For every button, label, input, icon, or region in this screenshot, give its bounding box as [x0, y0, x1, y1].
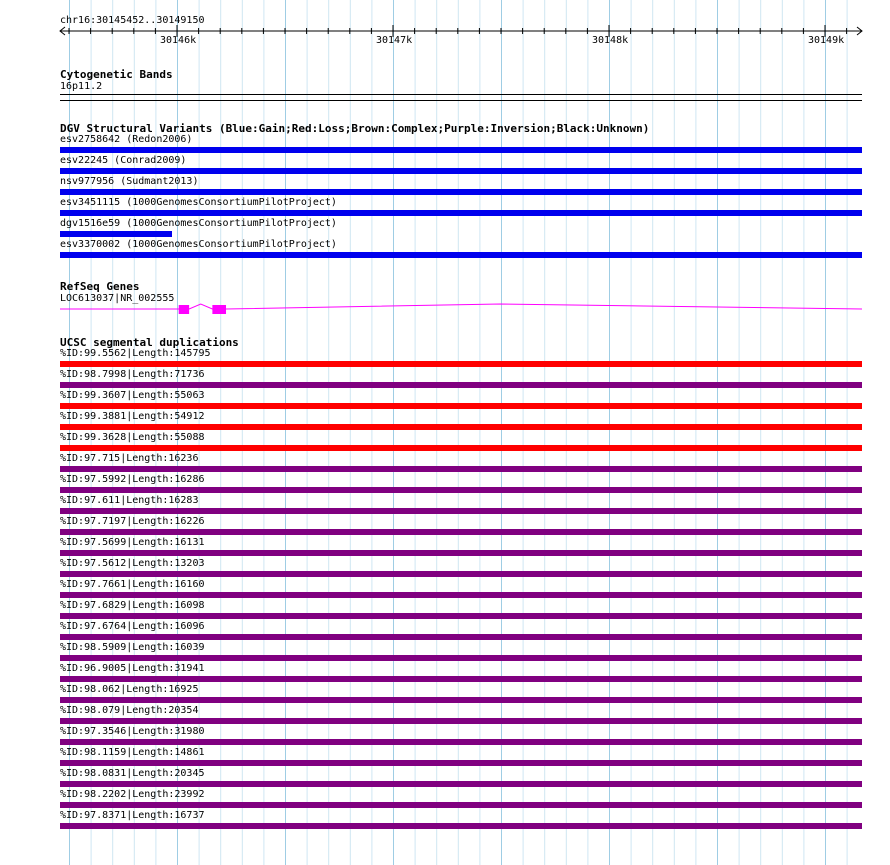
segdup-feature-bar[interactable] [60, 802, 862, 808]
segdup-feature-bar[interactable] [60, 823, 862, 829]
segdup-feature-bar[interactable] [60, 382, 862, 388]
segdup-feature-label[interactable]: %ID:97.6829|Length:16098 [60, 600, 205, 611]
segdup-feature-bar[interactable] [60, 760, 862, 766]
segdup-feature-bar[interactable] [60, 487, 862, 493]
cytoband-line-bottom [60, 100, 862, 101]
segdup-feature-bar[interactable] [60, 739, 862, 745]
refseq-gene-model[interactable] [60, 298, 862, 318]
segdup-feature-label[interactable]: %ID:97.3546|Length:31980 [60, 726, 205, 737]
dgv-feature-bar[interactable] [60, 252, 862, 258]
ruler-tick-label: 30146k [160, 35, 197, 46]
segdup-feature-label[interactable]: %ID:96.9005|Length:31941 [60, 663, 205, 674]
segdup-feature-bar[interactable] [60, 403, 862, 409]
ruler-location: chr16:30145452..30149150 [60, 15, 205, 26]
dgv-feature-bar[interactable] [60, 168, 862, 174]
segdup-feature-bar[interactable] [60, 424, 862, 430]
segdup-feature-label[interactable]: %ID:97.611|Length:16283 [60, 495, 199, 506]
segdup-feature-label[interactable]: %ID:97.7661|Length:16160 [60, 579, 205, 590]
segdup-feature-label[interactable]: %ID:99.3607|Length:55063 [60, 390, 205, 401]
segdup-feature-bar[interactable] [60, 361, 862, 367]
segdup-feature-label[interactable]: %ID:97.5699|Length:16131 [60, 537, 205, 548]
refseq-track-title: RefSeq Genes [60, 280, 140, 293]
dgv-feature-label[interactable]: esv22245 (Conrad2009) [60, 155, 187, 166]
segdup-feature-label[interactable]: %ID:99.5562|Length:145795 [60, 348, 211, 359]
cytoband-line-top [60, 94, 862, 95]
segdup-feature-bar[interactable] [60, 613, 862, 619]
segdup-feature-bar[interactable] [60, 445, 862, 451]
cytoband-track-title: Cytogenetic Bands [60, 68, 173, 81]
dgv-feature-bar[interactable] [60, 231, 172, 237]
segdup-feature-label[interactable]: %ID:97.8371|Length:16737 [60, 810, 205, 821]
segdup-feature-bar[interactable] [60, 634, 862, 640]
segdup-feature-bar[interactable] [60, 781, 862, 787]
segdup-feature-bar[interactable] [60, 550, 862, 556]
segdup-feature-label[interactable]: %ID:98.1159|Length:14861 [60, 747, 205, 758]
segdup-feature-label[interactable]: %ID:98.5909|Length:16039 [60, 642, 205, 653]
segdup-feature-bar[interactable] [60, 655, 862, 661]
segdup-feature-label[interactable]: %ID:98.7998|Length:71736 [60, 369, 205, 380]
dgv-track-title: DGV Structural Variants (Blue:Gain;Red:Loss;Brown:Complex;Purple:Inversion;Black:Unknown) [60, 122, 650, 135]
segdup-feature-label[interactable]: %ID:97.5612|Length:13203 [60, 558, 205, 569]
segdup-feature-bar[interactable] [60, 529, 862, 535]
dgv-feature-bar[interactable] [60, 210, 862, 216]
segdup-feature-bar[interactable] [60, 718, 862, 724]
segdup-track-title: UCSC segmental duplications [60, 336, 239, 349]
ruler-tick-label: 30149k [808, 35, 845, 46]
segdup-feature-label[interactable]: %ID:98.0831|Length:20345 [60, 768, 205, 779]
segdup-feature-bar[interactable] [60, 592, 862, 598]
dgv-feature-label[interactable]: esv3451115 (1000GenomesConsortiumPilotProject) [60, 197, 337, 208]
dgv-feature-label[interactable]: dgv1516e59 (1000GenomesConsortiumPilotProject) [60, 218, 337, 229]
gene-exon[interactable] [179, 305, 189, 314]
cytoband-label: 16p11.2 [60, 81, 103, 92]
segdup-feature-label[interactable]: %ID:98.062|Length:16925 [60, 684, 199, 695]
ruler-tick-label: 30147k [376, 35, 413, 46]
dgv-feature-bar[interactable] [60, 189, 862, 195]
dgv-feature-label[interactable]: esv2758642 (Redon2006) [60, 134, 193, 145]
segdup-feature-label[interactable]: %ID:97.7197|Length:16226 [60, 516, 205, 527]
segdup-feature-bar[interactable] [60, 571, 862, 577]
segdup-feature-bar[interactable] [60, 508, 862, 514]
dgv-feature-bar[interactable] [60, 147, 862, 153]
segdup-feature-label[interactable]: %ID:97.715|Length:16236 [60, 453, 199, 464]
segdup-feature-bar[interactable] [60, 466, 862, 472]
segdup-feature-label[interactable]: %ID:99.3628|Length:55088 [60, 432, 205, 443]
segdup-feature-bar[interactable] [60, 697, 862, 703]
dgv-feature-label[interactable]: esv3370002 (1000GenomesConsortiumPilotProject) [60, 239, 337, 250]
refseq-gene-label[interactable]: LOC613037|NR_002555 [60, 293, 175, 304]
gene-exon[interactable] [212, 305, 226, 314]
dgv-feature-label[interactable]: nsv977956 (Sudmant2013) [60, 176, 199, 187]
segdup-feature-bar[interactable] [60, 676, 862, 682]
segdup-feature-label[interactable]: %ID:98.2202|Length:23992 [60, 789, 205, 800]
segdup-feature-label[interactable]: %ID:98.079|Length:20354 [60, 705, 199, 716]
segdup-feature-label[interactable]: %ID:97.5992|Length:16286 [60, 474, 205, 485]
segdup-feature-label[interactable]: %ID:97.6764|Length:16096 [60, 621, 205, 632]
ruler-tick-label: 30148k [592, 35, 629, 46]
segdup-feature-label[interactable]: %ID:99.3881|Length:54912 [60, 411, 205, 422]
